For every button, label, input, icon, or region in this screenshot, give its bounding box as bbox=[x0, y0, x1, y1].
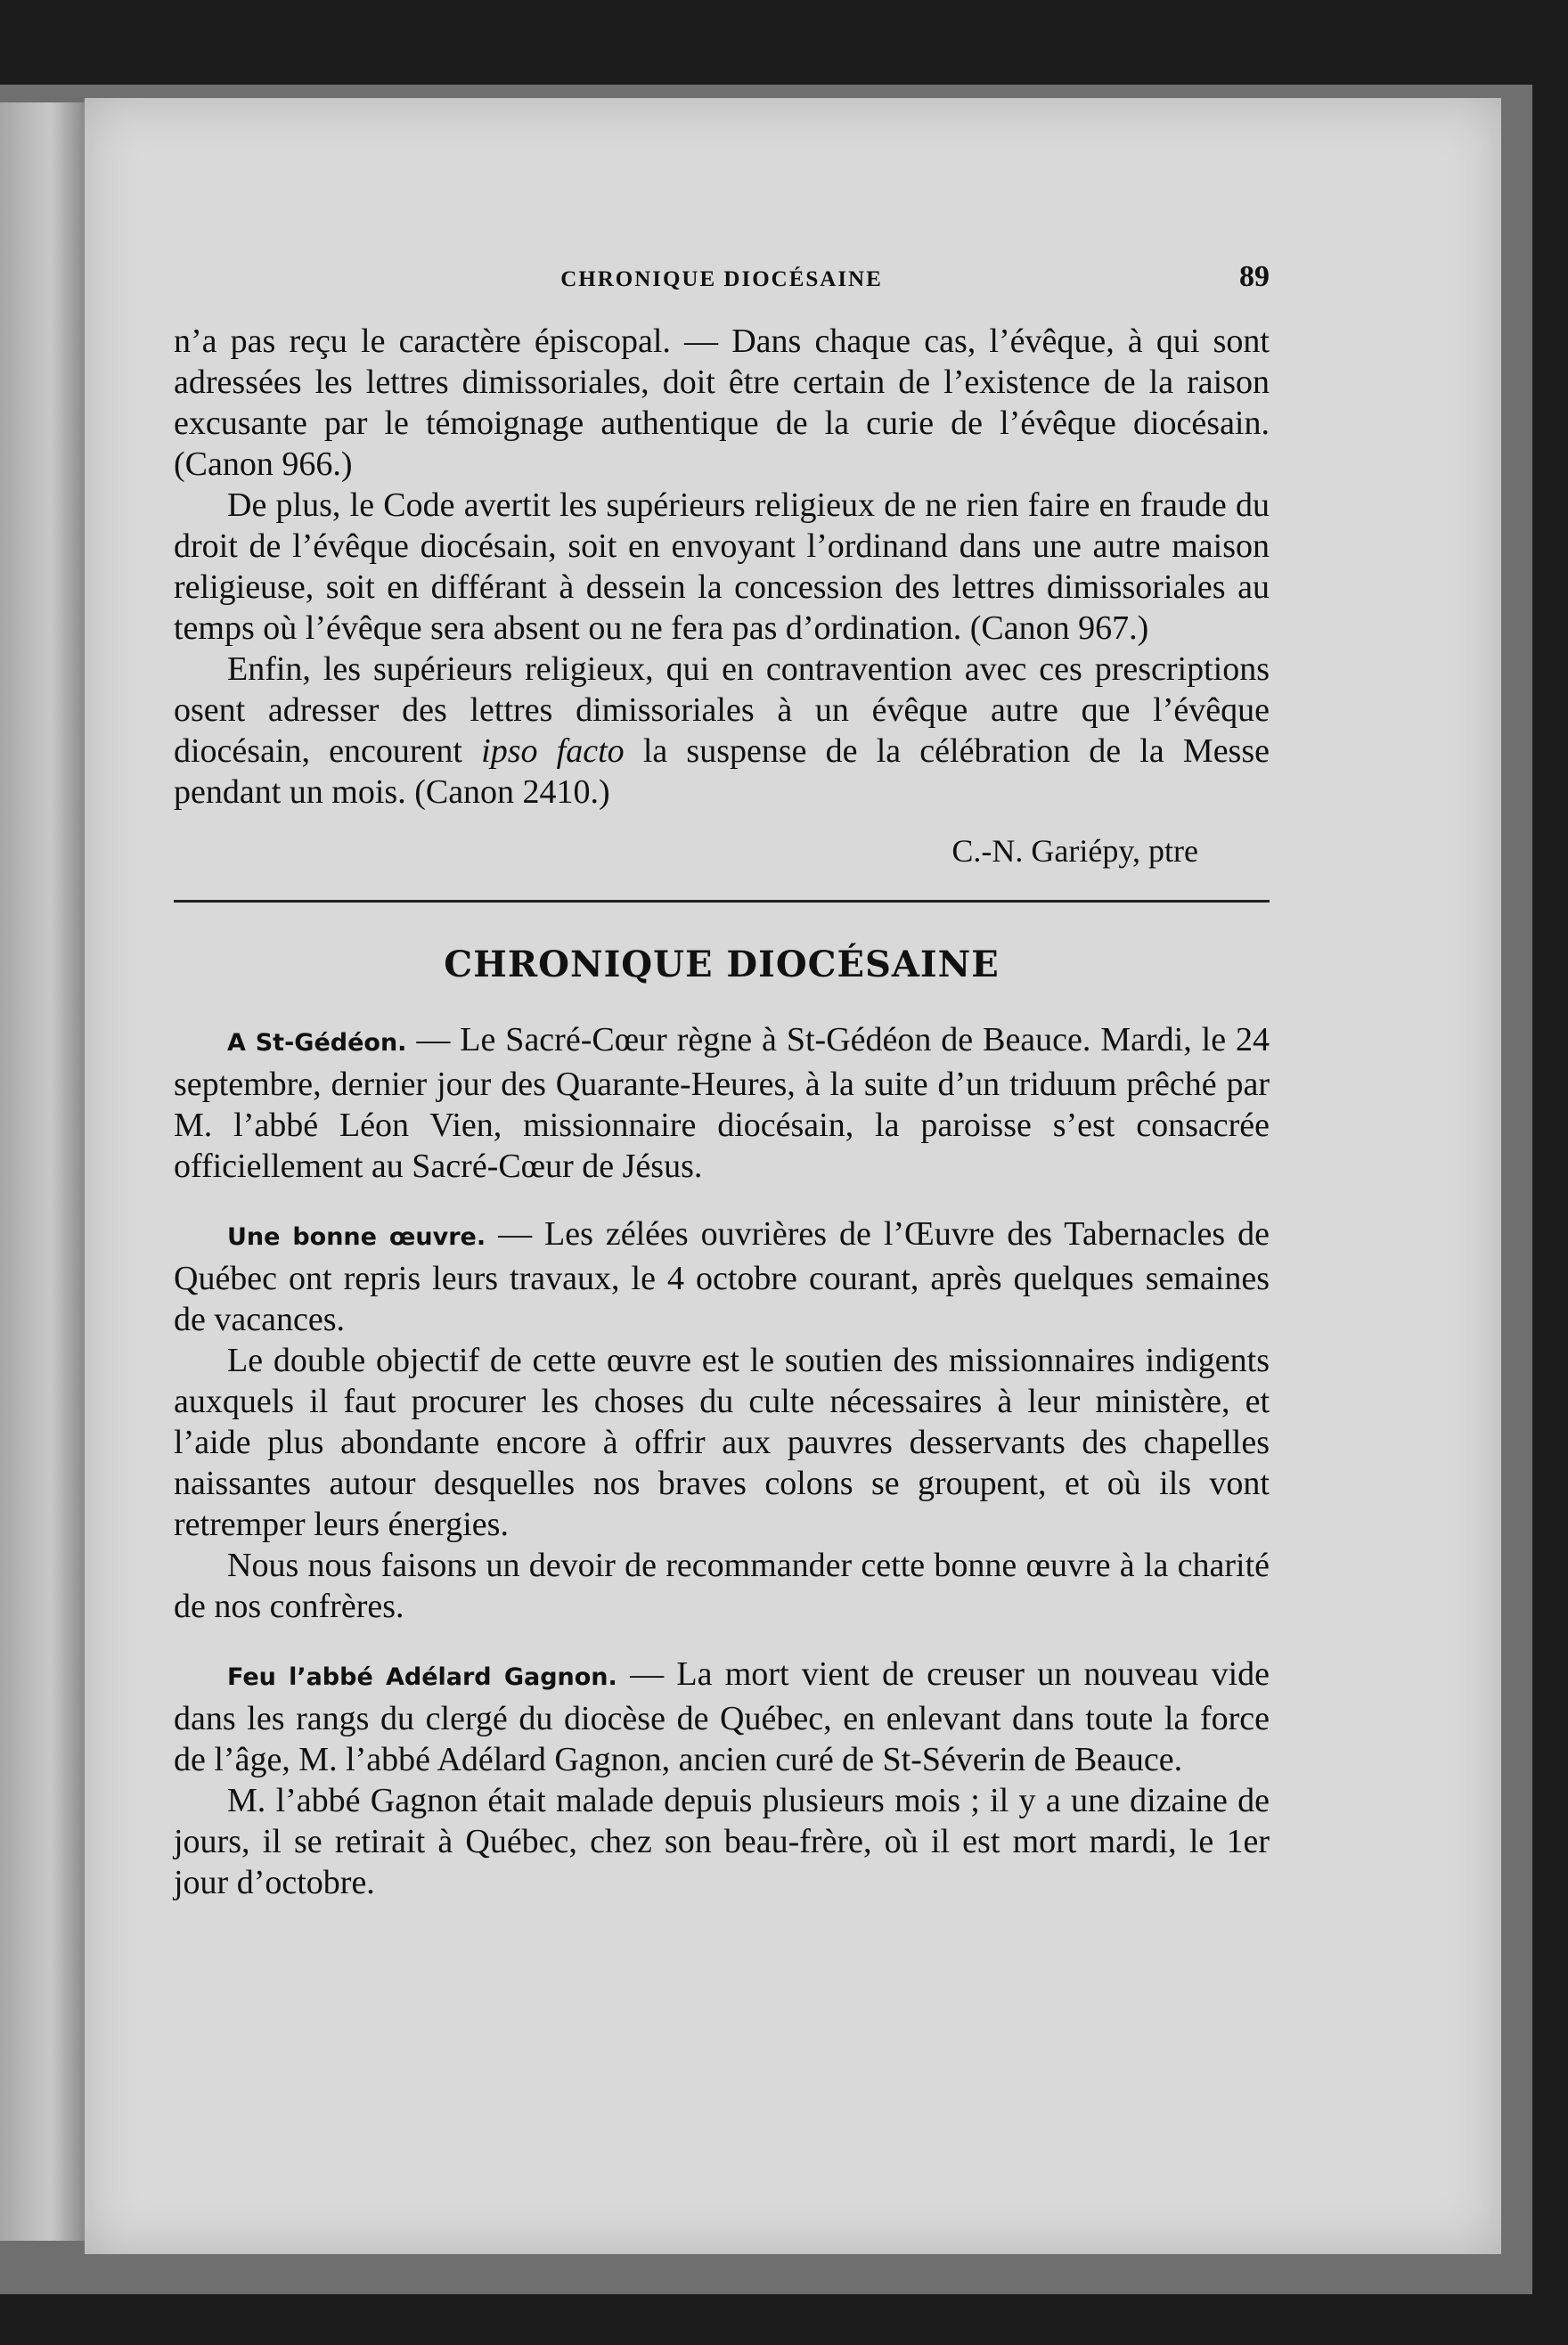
page-content bbox=[174, 260, 1270, 1903]
news-item bbox=[174, 1213, 1270, 1340]
item-text: — Le Sacré-Cœur règne à St-Gédéon de Beauce. Mardi, le 24 septembre, dernier jour des Quarante-Heures, à la suite d’un triduum prêché par M. l’abbé Léon Vien, missionnaire diocésain, la paroisse s’est consacrée officiellement au Sacré-Cœur de Jésus. bbox=[174, 1021, 1270, 1185]
running-head bbox=[174, 260, 1270, 321]
news-item bbox=[174, 1019, 1270, 1187]
paragraph-text: la suspense de la célébration de la Messe pendant un mois. (Canon 2410.) bbox=[174, 732, 1270, 811]
author-signature: C.-N. Gariépy, ptre bbox=[951, 833, 1198, 869]
page-number: 89 bbox=[1239, 260, 1270, 293]
paragraph: Nous nous faisons un devoir de recommander cette bonne œuvre à la charité de nos confrères. bbox=[174, 1547, 1270, 1625]
italic-phrase: ipso facto bbox=[481, 732, 625, 770]
item-heading: A St-Gédéon. bbox=[227, 1029, 407, 1057]
left-page-edge bbox=[0, 102, 85, 2241]
section-title: CHRONIQUE DIOCÉSAINE bbox=[444, 944, 1000, 985]
running-title: CHRONIQUE DIOCÉSAINE bbox=[560, 267, 883, 291]
item-heading: Une bonne œuvre. bbox=[227, 1223, 486, 1251]
spacer bbox=[174, 1187, 1270, 1213]
news-item bbox=[174, 1654, 1270, 1780]
paragraph: De plus, le Code avertit les supérieurs religieux de ne rien faire en fraude du droit de l’évêque diocésain, soit en envoyant l’ordinand dans une autre maison religieuse, soit en différant à dessein la concession des lettres dimissoriales au temps où l’évêque sera absent ou ne fera pas d’ordination. (Canon 967.) bbox=[174, 486, 1270, 647]
spacer bbox=[174, 1627, 1270, 1654]
item-text: — La mort vient de creuser un nouveau vide dans les rangs du clergé du diocèse de Québec, en enlevant dans toute la force de l’âge, M. l’abbé Adélard Gagnon, ancien curé de St-Séverin de Beauce. bbox=[174, 1655, 1270, 1778]
paragraph-text: Enfin, les supérieurs religieux, qui en contravention avec ces prescriptions osent adresser des lettres dimissoriales à un évêque autre que l’évêque diocésain, encourent bbox=[174, 650, 1270, 770]
item-text: — Les zélées ouvrières de l’Œuvre des Tabernacles de Québec ont repris leurs travaux, le 4 octobre courant, après quelques semaines de vacances. bbox=[174, 1215, 1270, 1338]
paragraph: M. l’abbé Gagnon était malade depuis plusieurs mois ; il y a une dizaine de jours, il se retirait à Québec, chez son beau-frère, où il est mort mardi, le 1er jour d’octobre. bbox=[174, 1782, 1270, 1901]
item-heading: Feu l’abbé Adélard Gagnon. bbox=[227, 1663, 617, 1691]
paragraph: Le double objectif de cette œuvre est le soutien des missionnaires indigents auxquels il faut procurer les choses du culte nécessaires à leur ministère, et l’aide plus abondante encore à offrir aux pauvres desservants des chapelles naissantes autour desquelles nos braves colons se groupent, et où ils vont retremper leurs énergies. bbox=[174, 1342, 1270, 1543]
paragraph: n’a pas reçu le caractère épiscopal. — Dans chaque cas, l’évêque, à qui sont adressées les lettres dimissoriales, doit être certain de l’existence de la raison excusante par le témoignage authentique de la curie de l’évêque diocésain. (Canon 966.) bbox=[174, 323, 1270, 483]
section-divider bbox=[174, 900, 1270, 903]
paragraph bbox=[174, 649, 1270, 813]
